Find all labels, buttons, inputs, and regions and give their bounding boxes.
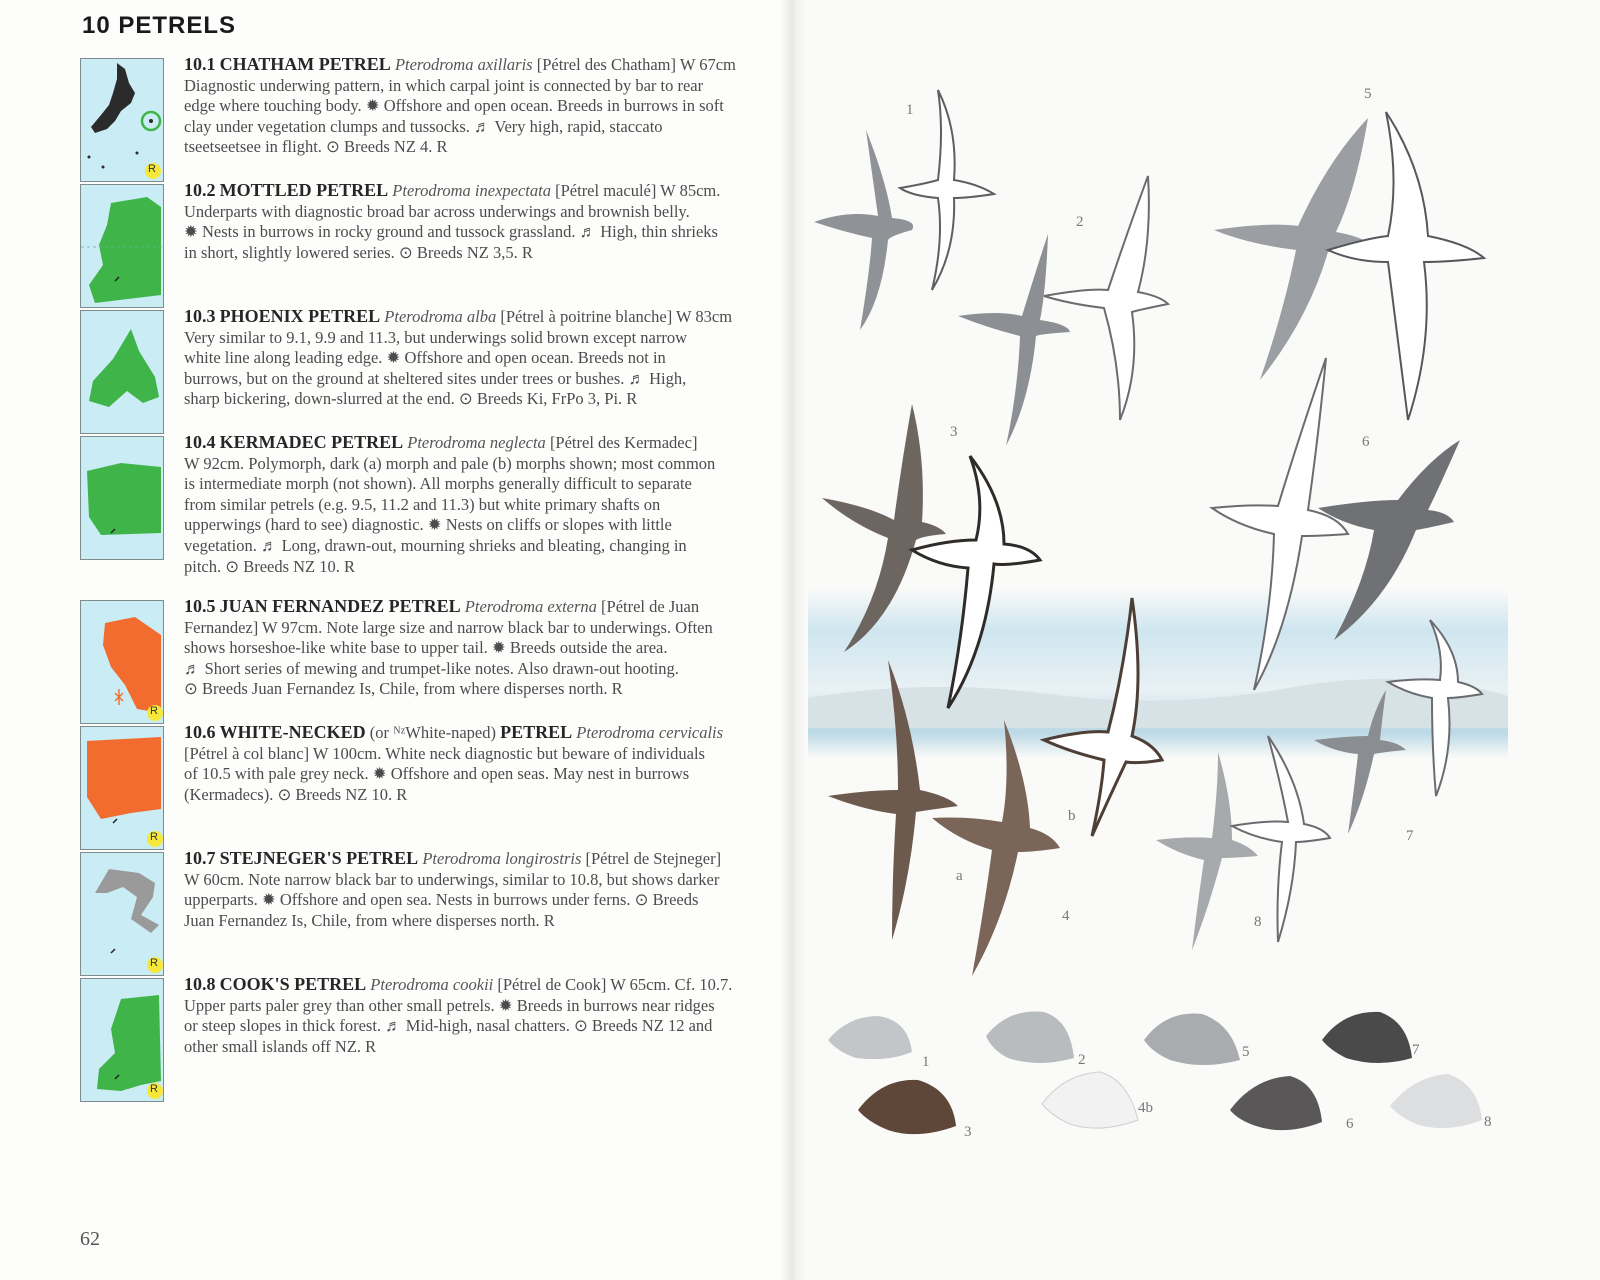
page-number: 62 — [80, 1228, 100, 1250]
head-illustration — [1322, 1012, 1412, 1063]
head-illustration — [1230, 1076, 1322, 1130]
latin-name: Pterodroma longirostris — [422, 849, 582, 868]
range-badge: R — [150, 705, 158, 717]
head-label: 4b — [1138, 1100, 1153, 1116]
entry-line: [Pétrel des Chatham] W 67cm — [536, 55, 736, 74]
plate-label: 4 — [1062, 908, 1070, 924]
entry-line: [Pétrel à col blanc] W 100cm. White neck diagnostic but beware of individuals — [184, 743, 705, 763]
head-label: 6 — [1346, 1116, 1354, 1132]
entry-line: [Pétrel maculé] W 85cm. — [555, 181, 721, 200]
entry-line: tseetseetsee in flight. ⊙ Breeds NZ 4. R — [184, 137, 448, 157]
species-number: 10.2 — [184, 180, 216, 200]
head-illustration — [1390, 1074, 1482, 1128]
entry-line: is intermediate morph (not shown). All morphs generally difficult to separate — [184, 474, 692, 494]
plate-label: 5 — [1364, 86, 1372, 102]
species-number: 10.1 — [184, 54, 216, 74]
entry-line: [Pétrel à poitrine blanche] W 83cm — [500, 307, 733, 326]
species-name: COOK'S PETREL — [219, 974, 367, 994]
range-badge: R — [150, 957, 158, 969]
entry-line: or steep slopes in thick forest. ♬ Mid-high, nasal chatters. ⊙ Breeds NZ 12 and — [184, 1016, 713, 1036]
entry-line: upperparts. ✹ Offshore and open sea. Nests in burrows under ferns. ⊙ Breeds — [184, 890, 699, 910]
plate-label: 1 — [906, 102, 914, 118]
entry-line: Fernandez] W 97cm. Note large size and narrow black bar to underwings. Often — [184, 617, 713, 637]
head-label: 8 — [1484, 1114, 1492, 1130]
petrel-illustration — [822, 404, 946, 652]
entry-text — [184, 54, 788, 158]
range-map — [80, 978, 164, 1102]
latin-name: Pterodroma inexpectata — [392, 181, 551, 200]
species-name-tail: PETREL — [500, 722, 573, 742]
head-illustration — [1042, 1072, 1138, 1128]
head-illustration — [828, 1016, 912, 1059]
entry-text — [184, 596, 788, 700]
species-number: 10.5 — [184, 596, 216, 616]
range-map — [80, 184, 164, 308]
plate-label: 3 — [950, 424, 958, 440]
entry-line: Underparts with diagnostic broad bar across underwings and brownish belly. — [184, 201, 690, 221]
petrel-illustration — [1388, 620, 1482, 796]
range-badge: R — [150, 831, 158, 843]
species-name: WHITE-NECKED — [219, 722, 366, 742]
latin-name: Pterodroma axillaris — [394, 55, 533, 74]
illustration-plate — [808, 0, 1600, 1280]
range-map-drawing — [81, 437, 164, 560]
plate-label: 7 — [1406, 828, 1414, 844]
book-gutter — [780, 0, 808, 1280]
entry-line: shows horseshoe-like white base to upper tail. ✹ Breeds outside the area. — [184, 638, 668, 658]
range-badge: R — [148, 163, 156, 175]
entry-line: Very similar to 9.1, 9.9 and 11.3, but underwings solid brown except narrow — [184, 327, 688, 347]
petrel-illustration — [814, 130, 913, 330]
entry-text — [184, 306, 788, 410]
plate-label: a — [956, 868, 963, 884]
range-map — [80, 600, 164, 724]
entry-line: [Pétrel de Stejneger] — [585, 849, 722, 868]
entry-line: [Pétrel de Cook] W 65cm. Cf. 10.7. — [497, 975, 733, 994]
petrel-illustration — [1044, 176, 1168, 420]
entry-line: other small islands off NZ. R — [184, 1036, 377, 1056]
species-name: PHOENIX PETREL — [219, 306, 381, 326]
petrel-illustrations — [808, 0, 1600, 1280]
entry-line: clay under vegetation clumps and tussocks. ♬ Very high, rapid, staccato — [184, 116, 663, 136]
head-label: 1 — [922, 1054, 930, 1070]
entry-line: ✹ Nests in burrows in rocky ground and tussock grassland. ♬ High, thin shrieks — [184, 222, 718, 242]
latin-name: Pterodroma externa — [464, 597, 597, 616]
entry-text — [184, 722, 788, 805]
petrel-illustration — [958, 234, 1070, 446]
species-name: KERMADEC PETREL — [219, 432, 404, 452]
latin-name: Pterodroma neglecta — [407, 433, 546, 452]
range-map — [80, 436, 164, 560]
entry-line: sharp bickering, down-slurred at the end. ⊙ Breeds Ki, FrPo 3, Pi. R — [184, 389, 638, 409]
petrel-illustration — [912, 456, 1040, 708]
species-number: 10.7 — [184, 848, 216, 868]
head-label: 2 — [1078, 1052, 1086, 1068]
entry-line: [Pétrel de Juan — [601, 597, 700, 616]
head-label: 7 — [1412, 1042, 1420, 1058]
species-name: CHATHAM PETREL — [219, 54, 391, 74]
head-illustration — [858, 1080, 956, 1134]
entry-line: white line along leading edge. ✹ Offshore and open ocean. Breeds not in — [184, 348, 666, 368]
petrel-illustration — [1044, 598, 1162, 836]
entry-line: Juan Fernandez Is, Chile, from where disperses north. R — [184, 910, 555, 930]
petrel-illustration — [828, 660, 958, 940]
entry-line: burrows, but on the ground at sheltered sites under trees or bushes. ♬ High, — [184, 368, 687, 388]
latin-name: Pterodroma cervicalis — [576, 723, 724, 742]
petrel-illustration — [1212, 358, 1348, 690]
species-name: JUAN FERNANDEZ PETREL — [219, 596, 461, 616]
entry-line: ⊙ Breeds Juan Fernandez Is, Chile, from where disperses north. R — [184, 679, 623, 699]
petrel-illustration — [932, 720, 1060, 976]
species-number: 10.6 — [184, 722, 216, 742]
entry-line: of 10.5 with pale grey neck. ✹ Offshore and open seas. May nest in burrows — [184, 764, 690, 784]
entry-line: from similar petrels (e.g. 9.5, 11.2 and 11.3) but white primary shafts on — [184, 494, 661, 514]
species-number: 10.3 — [184, 306, 216, 326]
species-name: MOTTLED PETREL — [219, 180, 389, 200]
petrel-illustration — [1318, 440, 1460, 640]
entry-line: edge where touching body. ✹ Offshore and open ocean. Breeds in burrows in soft — [184, 96, 724, 116]
species-number: 10.4 — [184, 432, 216, 452]
entry-line: [Pétrel des Kermadec] — [549, 433, 698, 452]
entry-line: ♬ Short series of mewing and trumpet-like notes. Also drawn-out hooting. — [184, 658, 679, 678]
range-map — [80, 726, 164, 850]
entry-text — [184, 180, 788, 263]
entry-line: Diagnostic underwing pattern, in which carpal joint is connected by bar to rear — [184, 75, 704, 95]
latin-name: Pterodroma alba — [384, 307, 497, 326]
entry-line: upperwings (hard to see) diagnostic. ✹ Nests on cliffs or slopes with little — [184, 515, 672, 535]
range-map-drawing — [81, 311, 164, 434]
entry-line: pitch. ⊙ Breeds NZ 10. R — [184, 556, 356, 576]
range-map — [80, 310, 164, 434]
entry-line: W 60cm. Note narrow black bar to underwings, similar to 10.8, but shows darker — [184, 869, 720, 889]
head-illustration — [1144, 1014, 1240, 1065]
alt-name: (or ᴺᶻWhite-naped) — [369, 723, 496, 742]
range-map — [80, 58, 164, 182]
chapter-title: 10 PETRELS — [82, 12, 237, 39]
entry-line: in short, slightly lowered series. ⊙ Breeds NZ 3,5. R — [184, 242, 533, 262]
entry-line: vegetation. ♬ Long, drawn-out, mourning shrieks and bleating, changing in — [184, 535, 687, 555]
plate-label: b — [1068, 808, 1076, 824]
species-name: STEJNEGER'S PETREL — [219, 848, 419, 868]
petrel-illustration — [1156, 752, 1258, 950]
head-label: 3 — [964, 1124, 972, 1140]
entry-line: Upper parts paler grey than other small petrels. ✹ Breeds in burrows near ridges — [184, 995, 715, 1015]
entry-line: (Kermadecs). ⊙ Breeds NZ 10. R — [184, 784, 408, 804]
left-page — [0, 0, 788, 1280]
entry-line: W 92cm. Polymorph, dark (a) morph and pale (b) morphs shown; most common — [184, 453, 716, 473]
range-map — [80, 852, 164, 976]
species-number: 10.8 — [184, 974, 216, 994]
entry-text — [184, 432, 788, 577]
petrel-illustration — [1314, 690, 1406, 834]
petrel-illustration — [900, 90, 994, 290]
plate-label: 2 — [1076, 214, 1084, 230]
head-label: 5 — [1242, 1044, 1250, 1060]
entry-text — [184, 974, 788, 1057]
head-illustration — [986, 1012, 1074, 1064]
range-badge: R — [150, 1083, 158, 1095]
plate-label: 8 — [1254, 914, 1262, 930]
latin-name: Pterodroma cookii — [370, 975, 494, 994]
petrel-illustration — [1232, 736, 1330, 942]
entry-text — [184, 848, 788, 931]
range-map-drawing — [81, 185, 164, 308]
plate-label: 6 — [1362, 434, 1370, 450]
